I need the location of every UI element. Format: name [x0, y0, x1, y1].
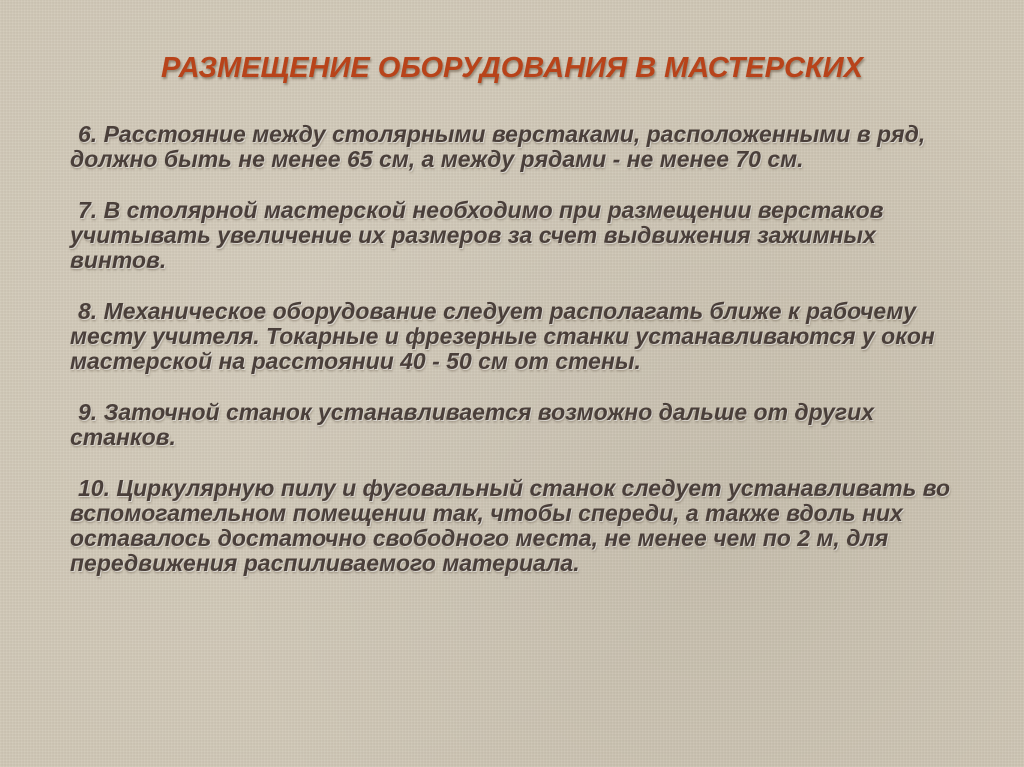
rule-item-10: 10. Циркулярную пилу и фуговальный станок следует устанавливать во вспомогательном помещении так, чтобы спереди, а также вдоль них оставалось достаточно свободного места, не менее чем по 2 м, для передвижения распиливаемого материала.: [70, 475, 951, 576]
rule-item-9: 9. Заточной станок устанавливается возможно дальше от других станков.: [70, 399, 874, 450]
rule-item-6: 6. Расстояние между столярными верстаками, расположенными в ряд, должно быть не менее 65 см, а между рядами - не менее 70 см.: [70, 121, 926, 172]
rule-item-7: 7. В столярной мастерской необходимо при размещении верстаков учитывать увеличение их размеров за счет выдвижения зажимных винтов.: [70, 197, 884, 273]
rules-list: [70, 122, 970, 602]
rule-item-8: 8. Механическое оборудование следует располагать ближе к рабочему месту учителя. Токарные и фрезерные станки устанавливаются у окон мастерской на расстоянии 40 - 50 см от стены.: [70, 298, 935, 374]
slide-title: РАЗМЕЩЕНИЕ ОБОРУДОВАНИЯ В МАСТЕРСКИХ: [161, 52, 863, 84]
